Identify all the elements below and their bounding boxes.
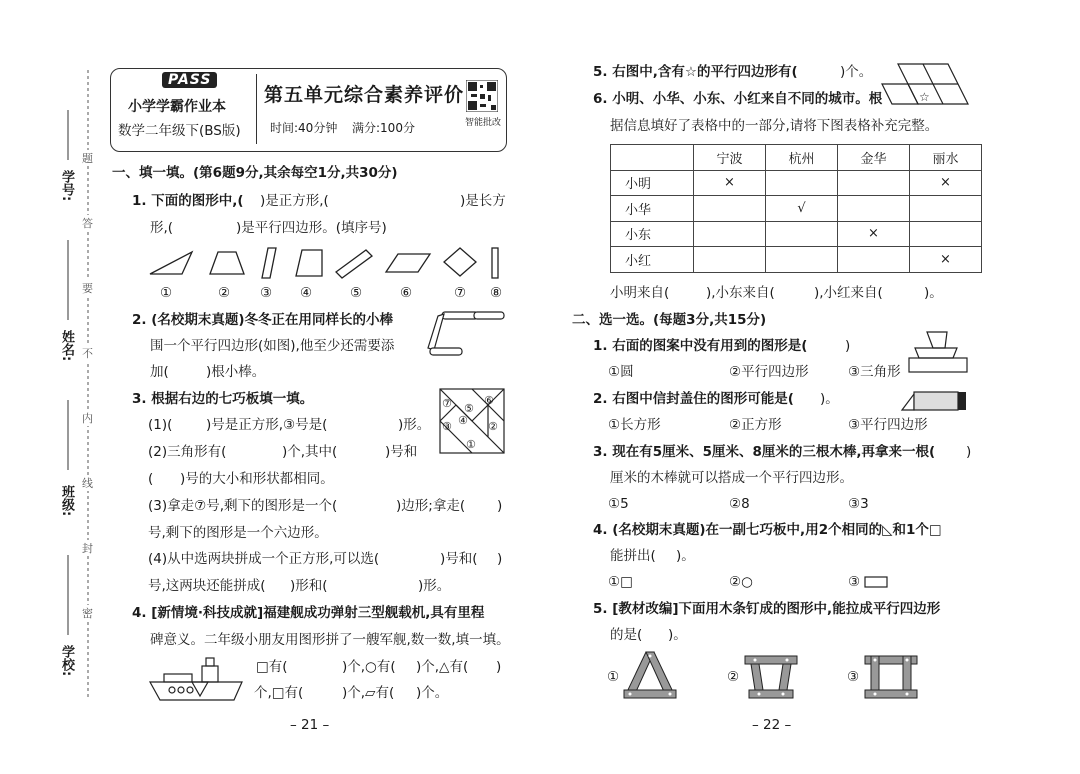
q3-text: )号和( [440,551,478,567]
table-cell[interactable]: × [838,221,910,247]
table-header: 宁波 [694,145,766,171]
s4-question: 4. (名校期末真题)在一副七巧板中,用2个相同的◺和1个□ [593,522,942,538]
table-cell[interactable]: × [910,170,982,196]
q6-text: 据信息填好了表格中的一部分,请将下图表格补充完整。 [610,118,939,134]
page-number-left: – 21 – [290,717,330,733]
option[interactable]: ①□ [608,574,633,590]
row-name: 小华 [611,196,694,222]
warship-figure [148,656,244,706]
full-score: 满分:100分 [352,121,415,135]
option[interactable]: ② [727,669,740,685]
header-divider [256,74,257,144]
field-school[interactable]: 学校: [59,645,74,677]
q3-text: )形和( [290,578,328,594]
q3-text: ) [497,551,503,567]
table-cell[interactable] [766,170,838,196]
q4-text: ) [496,659,502,675]
qr-code-icon[interactable] [466,80,498,112]
option[interactable]: ②○ [729,574,753,590]
field-student-id[interactable]: 学号: [59,170,74,202]
time-limit: 时间:40分钟 [270,121,338,135]
table-row [611,247,982,273]
rectangle-icon [864,575,890,589]
q6-answer: 小明来自( [610,285,670,301]
q4-text: )个,○有( [342,659,396,675]
q2-text: 加( [150,364,169,380]
q1-text: )是正方形,( [260,193,329,209]
table-cell[interactable]: × [694,170,766,196]
q4-text: 个,□有( [254,685,304,701]
row-name: 小明 [611,170,694,196]
table-cell[interactable] [694,196,766,222]
table-cell[interactable] [838,170,910,196]
table-cell[interactable]: × [910,247,982,273]
q1-shapes [140,244,510,282]
q3-text: 3. 根据右边的七巧板填一填。 [132,391,314,407]
section-1-heading: 一、填一填。(第6题9分,其余每空1分,共30分) [112,165,398,181]
s3-question: 3. 现在有5厘米、5厘米、8厘米的三根木棒,再拿来一根( [593,444,936,460]
seal-char: 封 [82,542,93,555]
q4-text: )个,△有( [416,659,469,675]
option[interactable]: ②正方形 [729,417,782,433]
s3-question: ) [966,444,972,460]
table-cell[interactable] [694,247,766,273]
s5-question: 5. [教材改编]下面用木条钉成的图形中,能拉成平行四边形 [593,601,941,617]
option[interactable]: ②平行四边形 [729,364,809,380]
tangram-label: ③ [442,420,452,433]
tangram-label: ⑥ [484,394,494,407]
table-row [611,170,982,196]
table-cell[interactable] [694,221,766,247]
row-name: 小红 [611,247,694,273]
envelope-icon [900,388,970,414]
q6-answer: )。 [924,285,943,301]
q1-text: )是长方 [460,193,506,209]
seal-char: 内 [82,412,93,425]
tangram-label: ② [488,420,498,433]
table-header: 杭州 [766,145,838,171]
q3-text: ( [148,471,154,487]
option[interactable]: ②8 [729,496,750,512]
q4-text: 碑意义。二年级小朋友用图形拼了一艘军舰,数一数,填一填。 [150,632,510,648]
q3-text: ) [497,498,503,514]
q3-text: )形。 [398,417,431,433]
city-table [610,144,982,273]
seal-char: 不 [82,347,93,360]
section-2-heading: 二、选一选。(每题3分,共15分) [572,312,767,328]
table-cell[interactable] [838,196,910,222]
shape-label: ③ [260,285,273,301]
wood-trapezoid [743,652,799,702]
shape-label: ⑧ [490,285,503,301]
q4-text: 4. [新情境·科技成就]福建舰成功弹射三型舰载机,具有里程 [132,605,485,621]
table-cell[interactable] [910,196,982,222]
option[interactable]: ① [607,669,620,685]
option[interactable]: ①长方形 [608,417,661,433]
stick-figure [426,310,508,360]
q3-text: (4)从中选两块拼成一个正方形,可以选( [148,551,380,567]
q3-text: (2)三角形有( [148,444,227,460]
grade-label: 数学二年级下(BS版) [118,123,241,139]
s4-question: )。 [676,548,695,564]
q3-text: )号的大小和形状都相同。 [180,471,334,487]
q4-text: )个。 [416,685,449,701]
s4-question: 能拼出( [610,548,656,564]
q3-text: )形。 [418,578,451,594]
series-name: 小学学霸作业本 [128,99,226,115]
field-name[interactable]: 姓名: [59,330,74,362]
table-row [611,196,982,222]
tangram-label: ⑤ [464,402,474,415]
shape-label: ④ [300,285,313,301]
pass-logo: PASS [162,72,217,88]
exam-title: 第五单元综合素养评价 [264,84,465,106]
table-cell[interactable] [838,247,910,273]
shape-label: ② [218,285,231,301]
field-class[interactable]: 班级: [59,485,74,517]
shape-label: ⑥ [400,285,413,301]
q1-text: 形,( [150,220,174,236]
q6-answer: ),小红来自( [814,285,883,301]
q3-text: )号和 [385,444,418,460]
q3-text: 号,这两块还能拼成( [148,578,266,594]
wood-square [863,652,919,702]
table-header: 丽水 [910,145,982,171]
seal-char: 线 [82,477,93,490]
option[interactable]: ③三角形 [848,364,901,380]
q2-text: 围一个平行四边形(如图),他至少还需要添 [150,338,395,354]
option[interactable]: ①圆 [608,364,634,380]
q1-text: 1. 下面的图形中,( [132,193,244,209]
q6-answer: ),小东来自( [706,285,775,301]
star-icon: ☆ [919,90,930,104]
q1-text: )是平行四边形。(填序号) [236,220,387,236]
option[interactable]: ③ [848,574,861,590]
q3-text: )个,其中( [282,444,338,460]
seal-char: 要 [82,282,93,295]
binding-lines [0,0,110,774]
table-cell [611,145,694,171]
s1-question: 1. 右面的图案中没有用到的图形是( [593,338,808,354]
s5-question: )。 [668,627,687,643]
q3-text: )边形;拿走( [396,498,466,514]
q2-text: 2. (名校期末真题)冬冬正在用同样长的小棒 [132,312,394,328]
table-cell[interactable] [910,221,982,247]
option[interactable]: ③平行四边形 [848,417,928,433]
shape-label: ① [160,285,173,301]
seal-char: 答 [82,217,93,230]
s2-question: )。 [820,391,839,407]
shape-label: ⑦ [454,285,467,301]
page-number-right: – 22 – [752,717,792,733]
q3-text: (1)( [148,417,173,433]
q5-text: )个。 [840,64,873,80]
row-name: 小东 [611,221,694,247]
qr-caption: 智能批改 [465,118,502,128]
q5-text: 5. 右图中,含有☆的平行四边形有( [593,64,798,80]
table-cell[interactable] [766,247,838,273]
q2-text: )根小棒。 [206,364,266,380]
table-cell[interactable]: √ [766,196,838,222]
s1-question: ) [845,338,851,354]
tangram-label: ④ [458,414,468,427]
seal-char: 密 [82,607,93,620]
table-row [611,221,982,247]
shape-label: ⑤ [350,285,363,301]
s5-question: 的是( [610,627,643,643]
table-row [611,145,982,171]
s1-pattern [905,330,975,376]
q4-text: )个,▱有( [342,685,395,701]
table-header: 金华 [838,145,910,171]
q3-text: )号是正方形,③号是( [206,417,328,433]
q6-text: 6. 小明、小华、小东、小红来自不同的城市。根 [593,91,883,107]
tangram-label: ⑦ [442,397,452,410]
option[interactable]: ③3 [848,496,869,512]
s3-question: 厘米的木棒就可以搭成一个平行四边形。 [610,470,853,486]
table-cell[interactable] [766,221,838,247]
s2-question: 2. 右图中信封盖住的图形可能是( [593,391,794,407]
seal-char: 题 [82,152,93,165]
q4-text: □有( [256,659,288,675]
option[interactable]: ③ [847,669,860,685]
q3-text: (3)拿走⑦号,剩下的图形是一个( [148,498,338,514]
tangram-label: ① [466,438,476,451]
q3-text: 号,剩下的图形是一个六边形。 [148,525,328,541]
wood-triangle [620,650,680,702]
option[interactable]: ①5 [608,496,629,512]
